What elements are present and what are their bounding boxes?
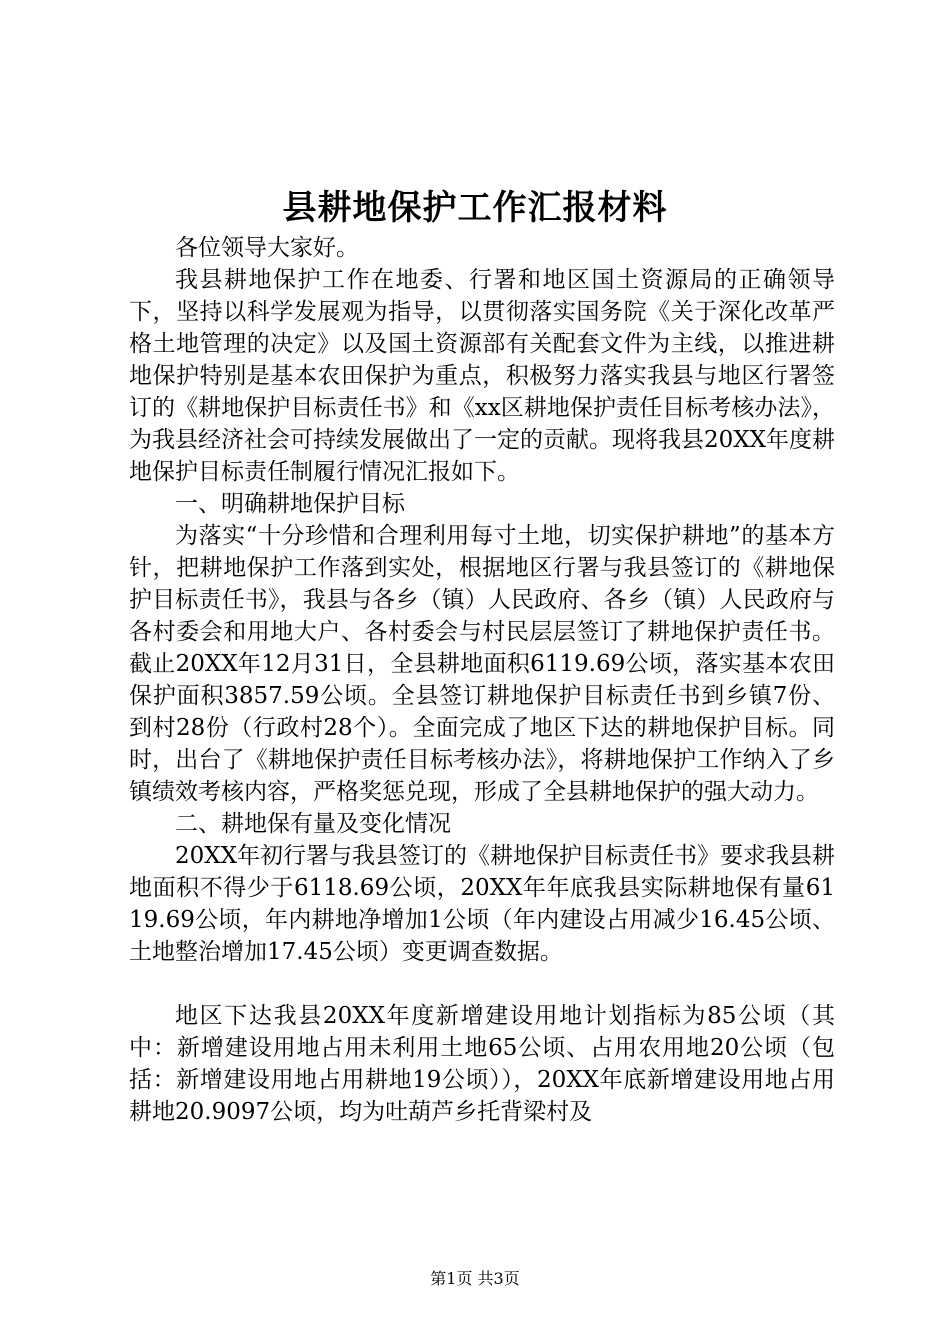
document-title: 县耕地保护工作汇报材料: [282, 188, 668, 228]
paragraph-section-2: 20XX年初行署与我县签订的《耕地保护目标责任书》要求我县耕地面积不得少于6118.69公顷，20XX年年底我县实际耕地保有量6119.69公顷，年内耕地净增加1公顷（年内建设占用减少16.45公顷、土地整治增加17.45公顷）变更调查数据。: [129, 843, 836, 965]
paragraph-greeting: 各位领导大家好。: [175, 235, 359, 261]
section-heading-1: 一、明确耕地保护目标: [175, 491, 405, 517]
document-body: [129, 232, 835, 1128]
section-heading-2: 二、耕地保有量及变化情况: [175, 811, 451, 837]
paragraph-construction-land: 地区下达我县20XX年度新增建设用地计划指标为85公顷（其中：新增建设用地占用未利用土地65公顷、占用农用地20公顷（包括：新增建设用地占用耕地19公顷）），20XX年底新增建设用地占用耕地20.9097公顷，均为吐葫芦乡托背梁村及: [129, 1003, 835, 1125]
page-footer: 第1页 共3页: [430, 1269, 520, 1288]
paragraph-intro: 我县耕地保护工作在地委、行署和地区国土资源局的正确领导下，坚持以科学发展观为指导，以贯彻落实国务院《关于深化改革严格土地管理的决定》以及国土资源部有关配套文件为主线，以推进耕地保护特别是基本农田保护为重点，积极努力落实我县与地区行署签订的《耕地保护目标责任书》和《xx区耕地保护责任目标考核办法》，为我县经济社会可持续发展做出了一定的贡献。现将我县20XX年度耕地保护目标责任制履行情况汇报如下。: [129, 267, 836, 485]
paragraph-section-1: 为落实“十分珍惜和合理利用每寸土地，切实保护耕地”的基本方针，把耕地保护工作落到实处，根据地区行署与我县签订的《耕地保护目标责任书》，我县与各乡（镇）人民政府、各乡（镇）人民政府与各村委会和用地大户、各村委会与村民层层签订了耕地保护责任书。截止20XX年12月31日，全县耕地面积6119.69公顷，落实基本农田保护面积3857.59公顷。全县签订耕地保护目标责任书到乡镇7份、到村28份（行政村28个）。全面完成了地区下达的耕地保护目标。同时，出台了《耕地保护责任目标考核办法》，将耕地保护工作纳入了乡镇绩效考核内容，严格奖惩兑现，形成了全县耕地保护的强大动力。: [129, 523, 835, 805]
